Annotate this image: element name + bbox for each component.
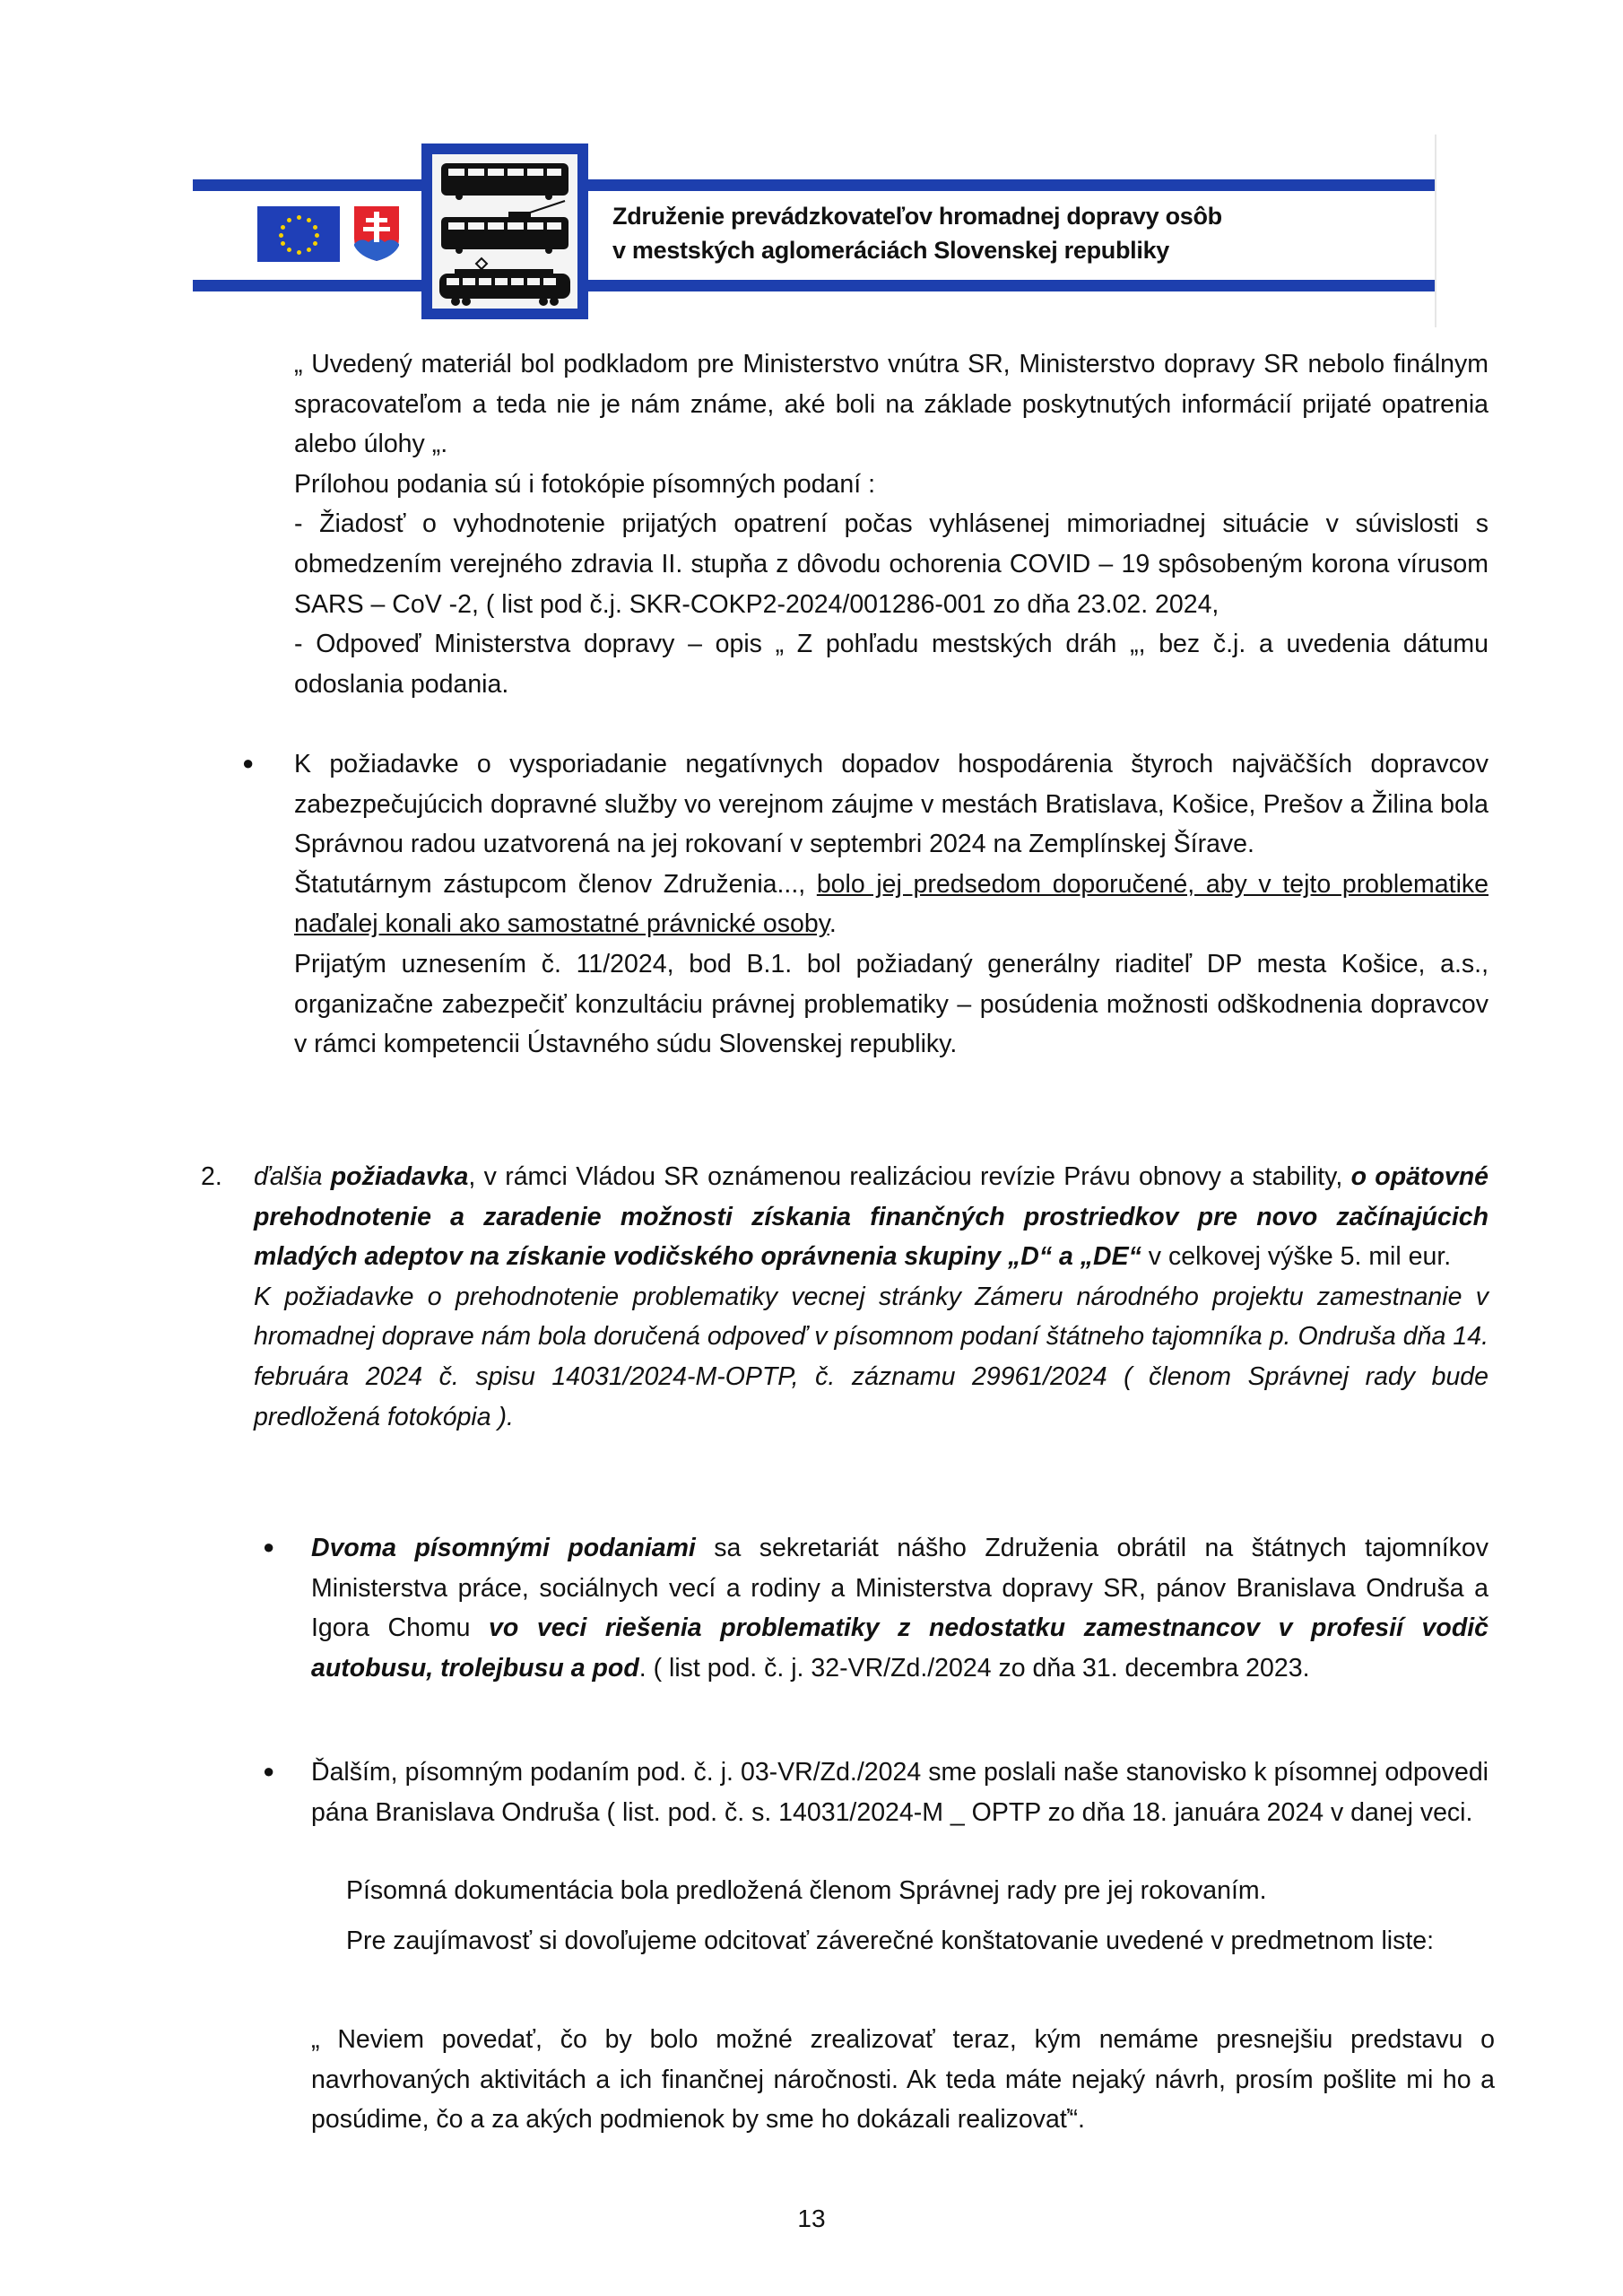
attachment-item-1: - Žiadosť o vyhodnotenie prijatých opatrení počas vyhlásenej mimoriadnej situácie v súvislosti s obmedzením verejného zdravia II. stupňa z dôvodu ochorenia COVID – 19 spôsobeným korona vírusom SARS – CoV -2, ( list pod č.j. SKR-COKP2-2024/001286-001 zo dňa 23.02. 2024, xyxy=(294,509,1488,619)
response-paragraph: K požiadavke o prehodnotenie problematiky vecnej stránky Zámeru národného projektu zamestnanie v hromadnej doprave nám bola doručená odpoveď v písomnom podaní štátneho tajomníka p. Ondruša dňa 14. februára 2024 č. spisu 14031/2024-M-OPTP, č. záznamu 29961/2024 ( členom Správnej rady bude predložená fotokópia ). xyxy=(254,1282,1488,1431)
section-1-block xyxy=(294,344,1488,704)
request-paragraph: ďalšia požiadavka, v rámci Vládou SR oznámenou realizáciou revízie Právu obnovy a stability, o opätovné prehodnotenie a zaradenie možnosti získania finančných prostriedkov pre novo začínajúcich mladých adeptov na získanie vodičského oprávnenia skupiny „D“ a „DE“ v celkovej výške 5. mil eur. xyxy=(254,1162,1488,1272)
closing-quote: „ Neviem povedať, čo by bolo možné zrealizovať teraz, kým nemáme presnejšiu predstavu o navrhovaných aktivitách a ich finančnej náročnosti. Ak teda máte nejaký návrh, prosím pošlite mi ho a posúdime, čo a za akých podmienok by sme ho dokázali realizovať“. xyxy=(311,2025,1495,2135)
organization-name xyxy=(612,199,1222,267)
resolution-paragraph: Prijatým uznesením č. 11/2024, bod B.1. bol požiadaný generálny riaditeľ DP mesta Košice, a.s., organizačne zabezpečiť konzultáciu právnej problematiky – posúdenia možnosti odškodnenia dopravcov v rámci kompetencii Ústavného súdu Slovenskej republiky. xyxy=(294,949,1488,1059)
attachment-item-2: - Odpoveď Ministerstva dopravy – opis „ Z pohľadu mestských dráh „, bez č.j. a uvedenia dátumu odoslania podania. xyxy=(294,630,1488,699)
bullet-icon: ● xyxy=(263,1760,275,1782)
bullet-submissions: Dvoma písomnými podaniami sa sekretariát nášho Združenia obrátil na štátnych tajomníkov Ministerstva práce, sociálnych vecí a rodiny a Ministerstva dopravy SR, pánov Branislava Ondruša a Igora Chomu vo veci riešenia problematiky z nedostatku zamestnancov v profesií vodič autobusu, trolejbusu a pod. ( list pod. č. j. 32-VR/Zd./2024 zo dňa 31. decembra 2023. xyxy=(311,1534,1488,1683)
org-name-line-2: v mestských aglomeráciách Slovenskej republiky xyxy=(612,237,1170,264)
header-edge-line xyxy=(1435,135,1436,327)
bus-trolleybus-tram-icon xyxy=(432,154,577,309)
documentation-note: Písomná dokumentácia bola predložená členom Správnej rady pre jej rokovaním. xyxy=(346,1876,1267,1905)
page-number: 13 xyxy=(797,2205,826,2232)
header-top-bar xyxy=(193,179,1435,191)
bullet-icon: ● xyxy=(263,1535,275,1558)
underlined-recommendation: bolo jej predsedom doporučené, aby v tejto problematike naďalej konali ako samostatné právnické osoby xyxy=(294,869,1489,939)
org-name-line-1: Združenie prevádzkovateľov hromadnej dopravy osôb xyxy=(612,203,1222,230)
statutory-paragraph: Štatutárnym zástupcom členov Združenia..., bolo jej predsedom doporučené, aby v tejto problematike naďalej konali ako samostatné právnické osoby. xyxy=(294,869,1489,939)
bullet-further-submission: Ďalším, písomným podaním pod. č. j. 03-VR/Zd./2024 sme poslali naše stanovisko k písomnej odpovedi pána Branislava Ondruša ( list. pod. č. s. 14031/2024-M _ OPTP zo dňa 18. januára 2024 v danej veci. xyxy=(311,1758,1488,1827)
slovak-coat-of-arms-icon xyxy=(352,204,401,262)
bullet-paragraph-settlement xyxy=(294,744,1488,1065)
bullet-icon: ● xyxy=(242,752,255,774)
eu-flag-icon xyxy=(257,206,340,262)
section-2-block xyxy=(254,1157,1488,1437)
list-number: 2. xyxy=(201,1162,222,1191)
citation-intro: Pre zaujímavosť si dovoľujeme odcitovať záverečné konštatovanie uvedené v predmetnom liste: xyxy=(346,1926,1435,1955)
vehicles-logo xyxy=(421,144,588,319)
attachments-intro: Prílohou podania sú i fotokópie písomných podaní : xyxy=(294,469,876,499)
quote-paragraph: „ Uvedený materiál bol podkladom pre Ministerstvo vnútra SR, Ministerstvo dopravy SR nebolo finálnym spracovateľom a teda nie je nám známe, aké boli na základe poskytnutých informácií prijaté opatrenia alebo úlohy „. xyxy=(294,350,1488,459)
document-header xyxy=(193,135,1439,327)
settlement-text: K požiadavke o vysporiadanie negatívnych dopadov hospodárenia štyroch najväčších dopravcov zabezpečujúcich dopravné služby vo verejnom záujme v mestách Bratislava, Košice, Prešov a Žilina bola Správnou radou uzatvorená na jej rokovaní v septembri 2024 na Zemplínskej Šírave. xyxy=(294,750,1488,859)
header-bottom-bar xyxy=(193,280,1435,291)
